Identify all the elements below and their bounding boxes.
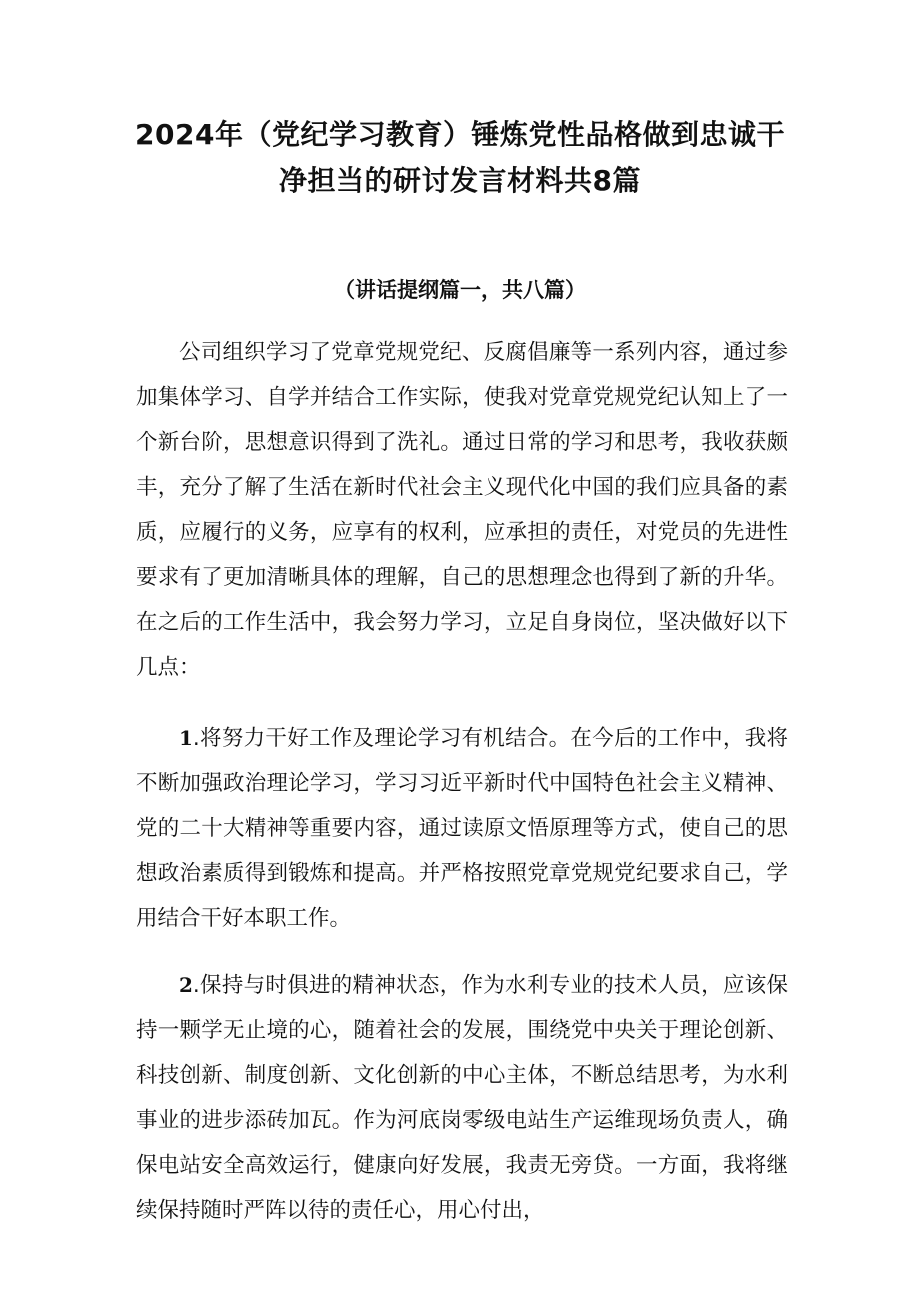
item-text-2: .保持与时俱进的精神状态，作为水利专业的技术人员，应该保持一颗学无止境的心，随着社会的发展，围绕党中央关于理论创新、科技创新、制度创新、文化创新的中心主体，不断总结思考，为水利事业的进步添砖加瓦。作为河底岗零级电站生产运维现场负责人，确保电站安全高效运行，健康向好发展，我责无旁贷。一方面，我将继续保持随时严阵以待的责任心，用心付出， (136, 973, 788, 1223)
section-subtitle: （讲话提纲篇一，共八篇） (334, 278, 586, 302)
intro-paragraph: 公司组织学习了党章党规党纪、反腐倡廉等一系列内容，通过参加集体学习、自学并结合工作实际，使我对党章党规党纪认知上了一个新台阶，思想意识得到了洗礼。通过日常的学习和思考，我收获颇丰，充分了解了生活在新时代社会主义现代化中国的我们应具备的素质，应履行的义务，应享有的权利，应承担的责任，对党员的先进性要求有了更加清晰具体的理解，自己的思想理念也得到了新的升华。在之后的工作生活中，我会努力学习，立足自身岗位，坚决做好以下几点： (136, 340, 788, 680)
list-item-1 (136, 716, 788, 941)
document-body (136, 330, 788, 1255)
document-title (120, 112, 800, 204)
list-item-2 (136, 963, 788, 1233)
item-number-2: 2 (179, 973, 193, 997)
title-line-2: 净担当的研讨发言材料共8篇 (279, 164, 641, 197)
title-line-1: 2024年（党纪学习教育）锤炼党性品格做到忠诚干 (135, 118, 785, 151)
item-text-1: .将努力干好工作及理论学习有机结合。在今后的工作中，我将不断加强政治理论学习，学习习近平新时代中国特色社会主义精神、党的二十大精神等重要内容，通过读原文悟原理等方式，使自己的思想政治素质得到锻炼和提高。并严格按照党章党规党纪要求自己，学用结合干好本职工作。 (136, 726, 788, 931)
item-number-1: 1 (179, 726, 193, 750)
